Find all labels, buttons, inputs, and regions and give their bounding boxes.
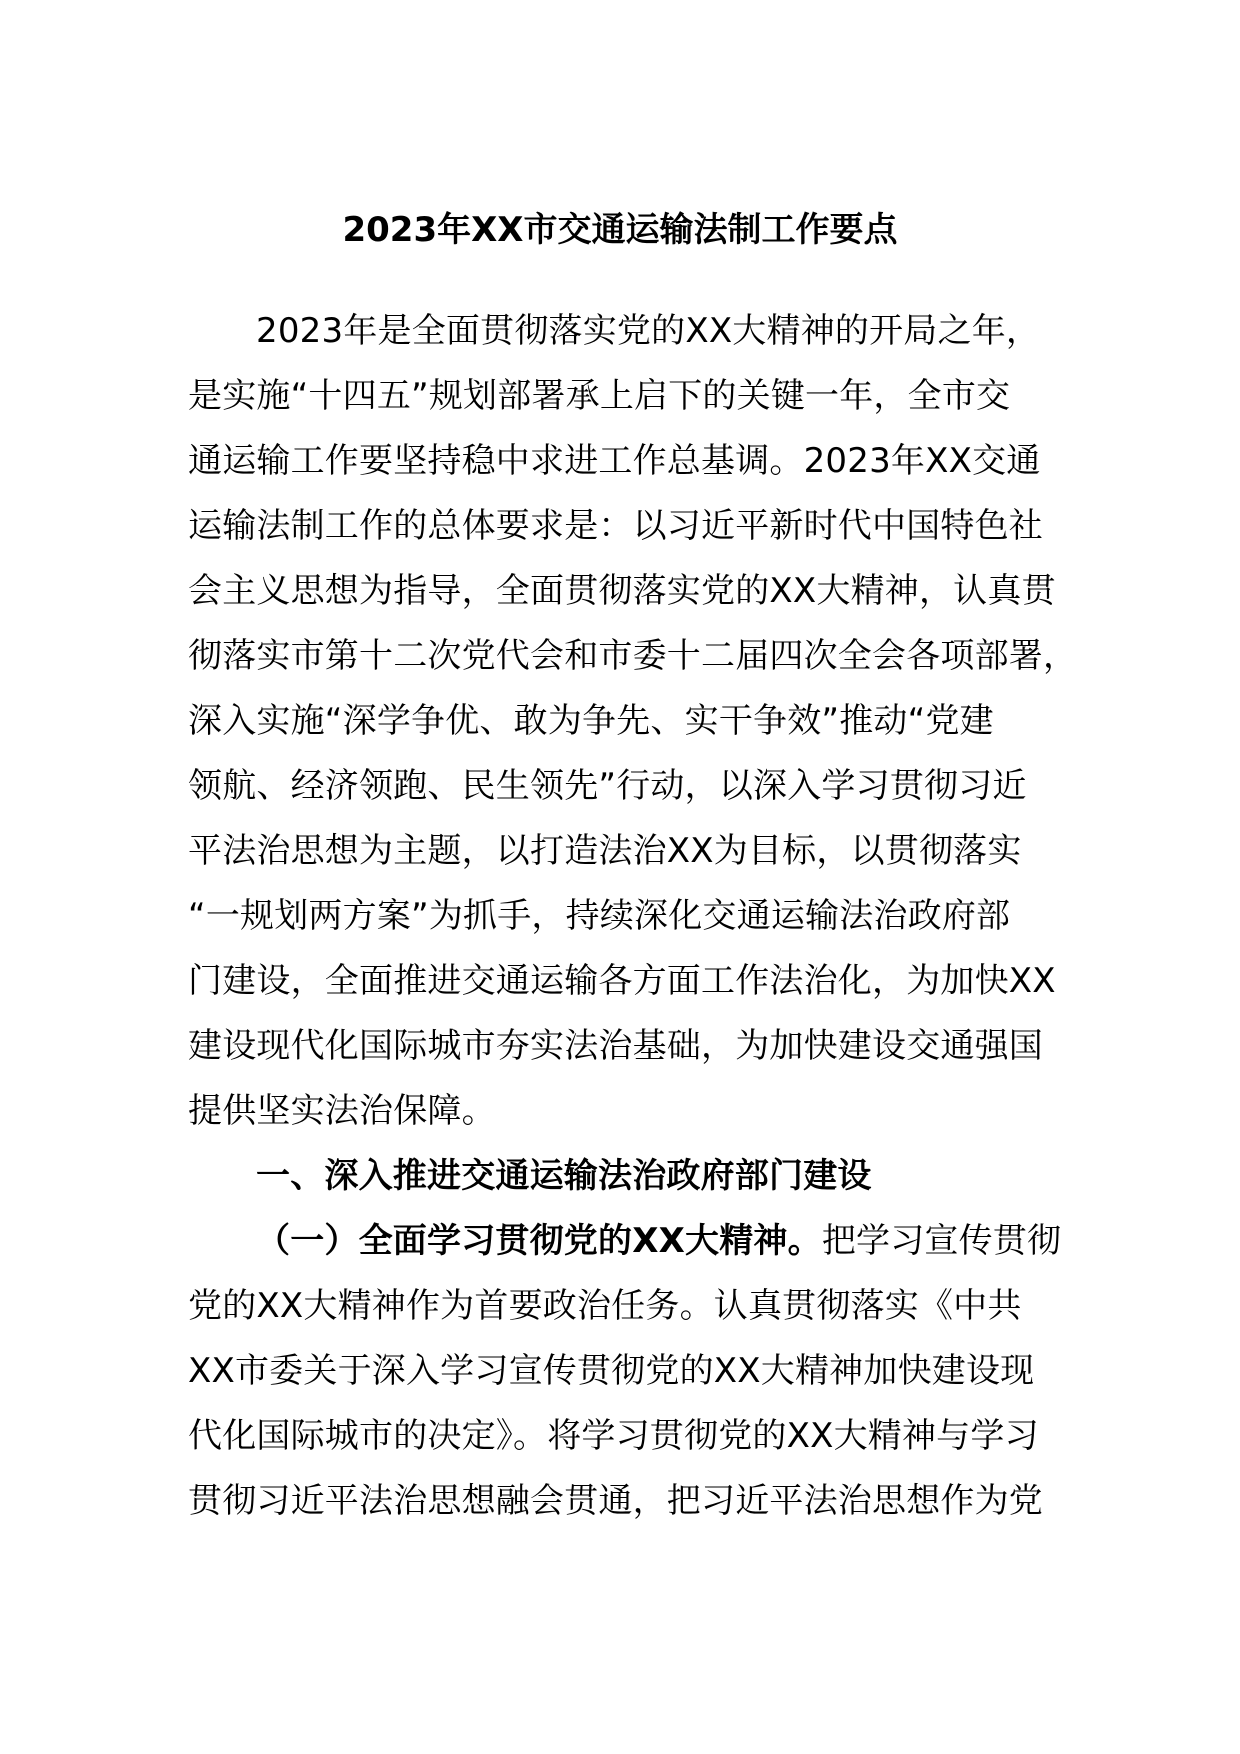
intro-line: 门建设，全面推进交通运输各方面工作法治化，为加快XX — [188, 961, 1056, 1001]
intro-line: 提供坚实法治保障。 — [188, 1091, 496, 1131]
intro-line: 运输法制工作的总体要求是：以习近平新时代中国特色社 — [188, 506, 1043, 546]
intro-line: 是实施“十四五”规划部署承上启下的关键一年，全市交 — [188, 376, 1011, 416]
document-body — [188, 299, 1078, 1534]
subsection-heading: （一）全面学习贯彻党的XX大精神。 — [256, 1221, 822, 1261]
subsection-line: 党的XX大精神作为首要政治任务。认真贯彻落实《中共 — [188, 1286, 1022, 1326]
intro-line: 建设现代化国际城市夯实法治基础，为加快建设交通强国 — [188, 1026, 1043, 1066]
intro-line: 彻落实市第十二次党代会和市委十二届四次全会各项部署， — [188, 636, 1078, 676]
intro-line: 领航、经济领跑、民生领先”行动，以深入学习贯彻习近 — [188, 766, 1027, 806]
section-heading: 一、深入推进交通运输法治政府部门建设 — [256, 1156, 872, 1196]
document-title: 2023年XX市交通运输法制工作要点 — [342, 210, 898, 250]
subsection-line: 贯彻习近平法治思想融会贯通，把习近平法治思想作为党 — [188, 1481, 1043, 1521]
intro-line: 2023年是全面贯彻落实党的XX大精神的开局之年， — [256, 311, 1041, 351]
subsection-first-line — [188, 1209, 1068, 1274]
intro-line: 通运输工作要坚持稳中求进工作总基调。2023年XX交通 — [188, 441, 1041, 481]
intro-line: “一规划两方案”为抓手，持续深化交通运输法治政府部 — [188, 896, 1011, 936]
intro-line: 会主义思想为指导，全面贯彻落实党的XX大精神，认真贯 — [188, 571, 1056, 611]
intro-line: 平法治思想为主题，以打造法治XX为目标，以贯彻落实 — [188, 831, 1022, 871]
subsection-line: 代化国际城市的决定》。将学习贯彻党的XX大精神与学习 — [188, 1416, 1039, 1456]
subsection-line: XX市委关于深入学习宣传贯彻党的XX大精神加快建设现 — [188, 1351, 1035, 1391]
subsection-first-text: 把学习宣传贯彻 — [821, 1221, 1062, 1261]
intro-line: 深入实施“深学争优、敢为争先、实干争效”推动“党建 — [188, 701, 994, 741]
